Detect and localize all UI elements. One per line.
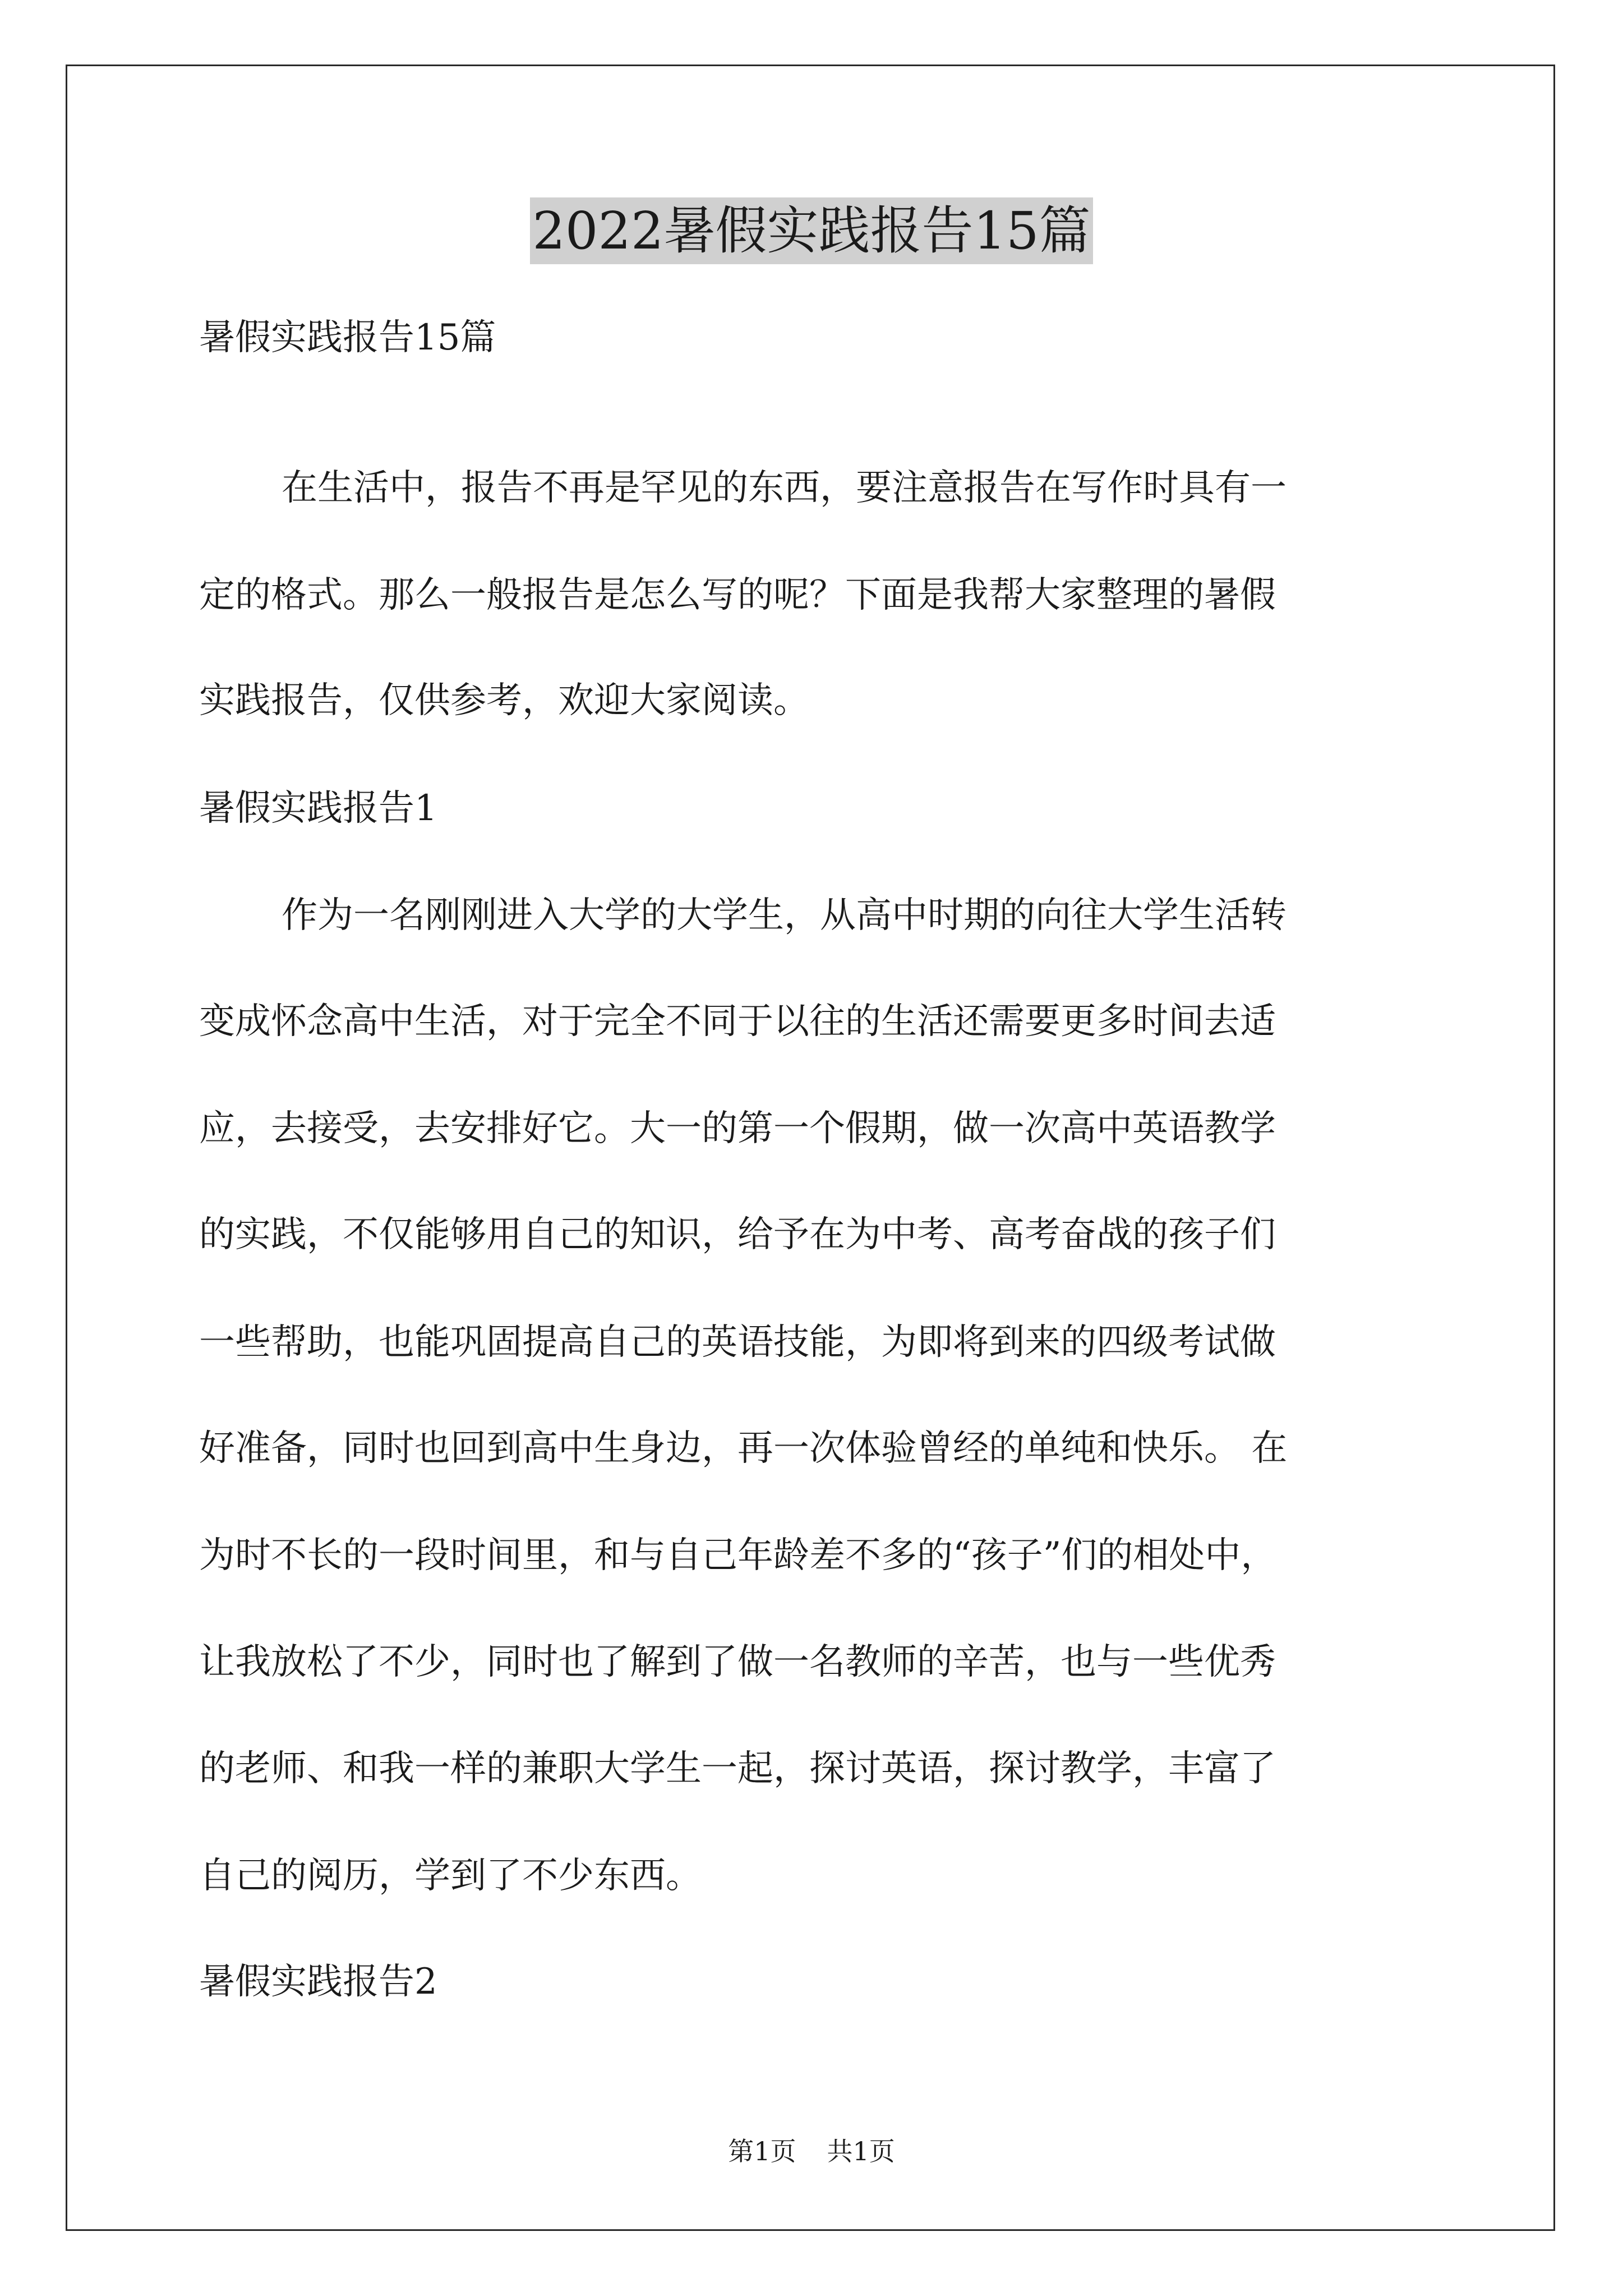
document-title-text: 2022暑假实践报告15篇 <box>530 197 1092 264</box>
page-footer <box>0 2138 1623 2164</box>
page-current-label: 第1页 <box>728 2136 796 2166</box>
page-total-label: 共1页 <box>827 2136 895 2166</box>
intro-line-1: 在生活中，报告不再是罕见的东西，要注意报告在写作时具有一 <box>282 467 1287 509</box>
section-2-heading: 暑假实践报告2 <box>199 1961 437 2003</box>
section-1-line-6: 好准备，同时也回到高中生身边，再一次体验曾经的单纯和快乐。 在 <box>199 1428 1288 1469</box>
section-1-line-8: 让我放松了不少，同时也了解到了做一名教师的辛苦，也与一些优秀 <box>199 1641 1276 1683</box>
intro-line-2: 定的格式。那么一般报告是怎么写的呢？下面是我帮大家整理的暑假 <box>199 574 1276 616</box>
section-1-line-7: 为时不长的一段时间里，和与自己年龄差不多的“孩子”们的相处中， <box>199 1535 1277 1576</box>
section-1-line-3: 应，去接受，去安排好它。大一的第一个假期，做一次高中英语教学 <box>199 1108 1276 1149</box>
document-title <box>0 200 1623 262</box>
document-subtitle: 暑假实践报告15篇 <box>199 317 496 358</box>
section-1-line-1: 作为一名刚刚进入大学的大学生，从高中时期的向往大学生活转 <box>282 895 1287 936</box>
section-1-line-9: 的老师、和我一样的兼职大学生一起，探讨英语，探讨教学，丰富了 <box>199 1748 1276 1789</box>
section-1-line-5: 一些帮助，也能巩固提高自己的英语技能，为即将到来的四级考试做 <box>199 1322 1276 1363</box>
section-1-line-4: 的实践，不仅能够用自己的知识，给予在为中考、高考奋战的孩子们 <box>199 1214 1276 1255</box>
section-1-line-10: 自己的阅历，学到了不少东西。 <box>199 1855 702 1897</box>
section-1-line-2: 变成怀念高中生活，对于完全不同于以往的生活还需要更多时间去适 <box>199 1001 1276 1042</box>
section-1-heading: 暑假实践报告1 <box>199 788 437 829</box>
intro-line-3: 实践报告，仅供参考，欢迎大家阅读。 <box>199 680 809 721</box>
